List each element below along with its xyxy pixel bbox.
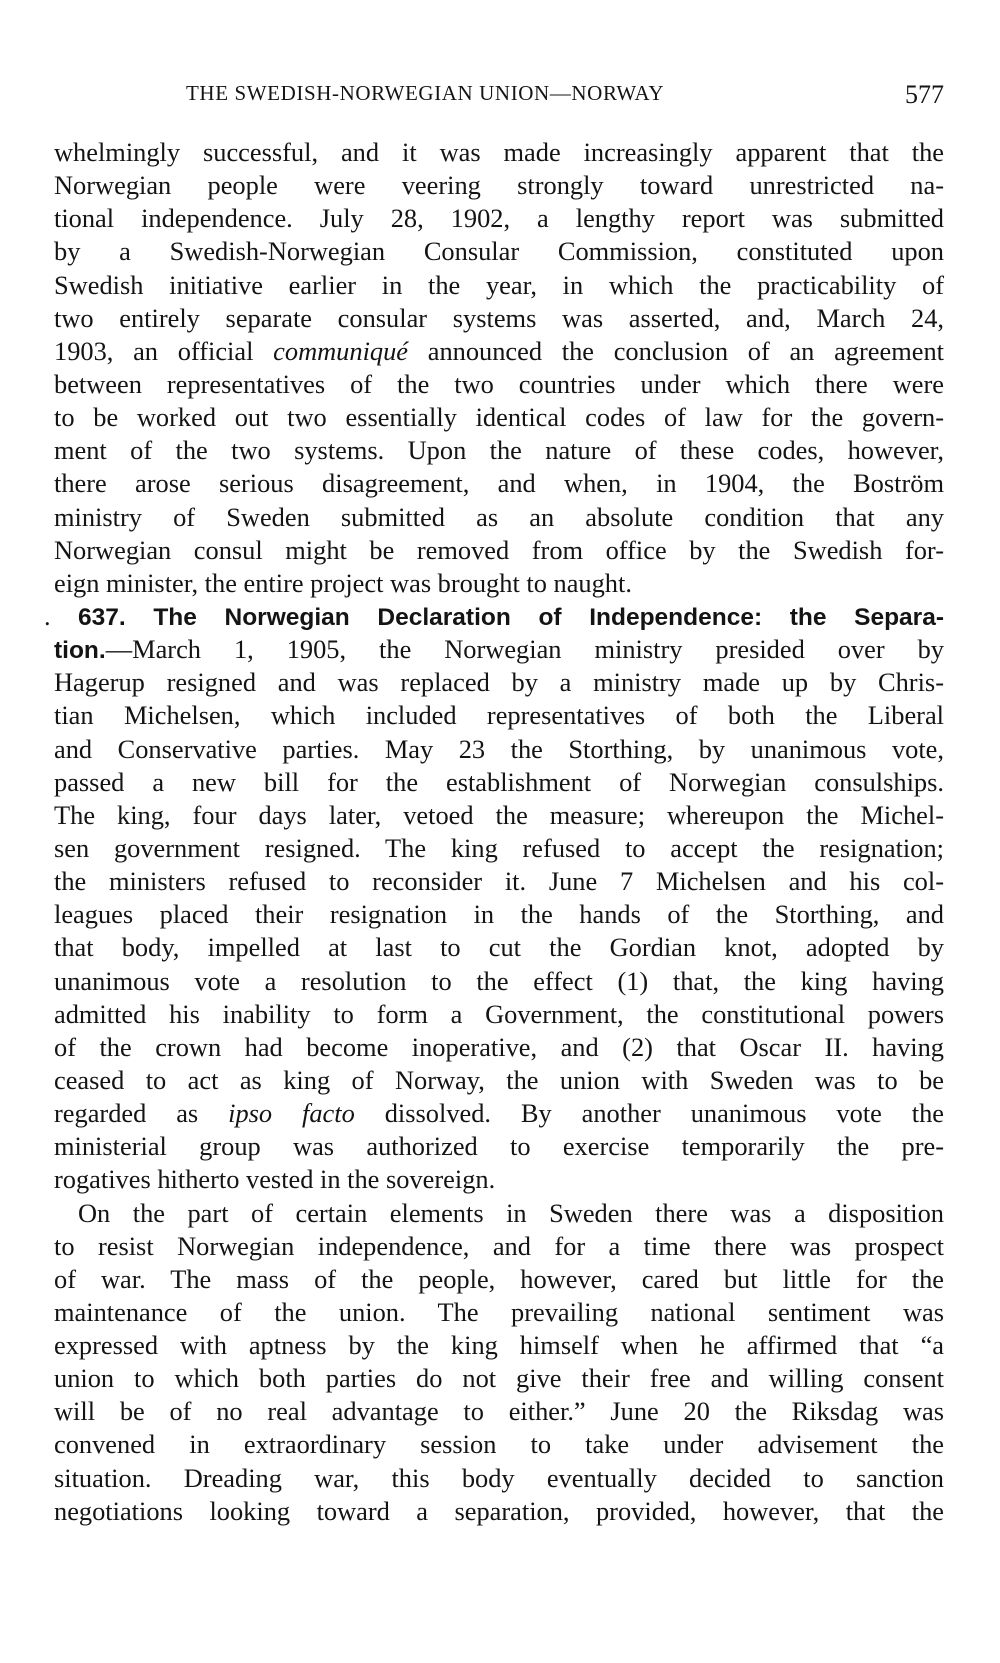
text-line: On the part of certain elements in Sweden there was a disposition bbox=[78, 1197, 944, 1228]
text-line: between representatives of the two countries under which there were bbox=[54, 368, 944, 399]
stray-mark: . bbox=[44, 600, 51, 631]
text-line: convened in extraordinary session to take under advisement the bbox=[54, 1429, 944, 1460]
text-line: Norwegian people were veering strongly toward unrestricted na- bbox=[54, 170, 944, 201]
italic-term: communiqué bbox=[273, 335, 409, 366]
text-line: unanimous vote a resolution to the effect (1) that, the king having bbox=[54, 965, 944, 996]
section-heading-end: tion. bbox=[54, 637, 106, 665]
body-text bbox=[44, 136, 945, 1528]
text-line: tian Michelsen, which included representatives of both the Liberal bbox=[54, 700, 944, 731]
text-line bbox=[54, 1097, 944, 1130]
text-line: there arose serious disagreement, and when, in 1904, the Boström bbox=[54, 468, 944, 499]
text-line: sen government resigned. The king refused to accept the resignation; bbox=[54, 832, 944, 863]
text-line: whelmingly successful, and it was made increasingly apparent that the bbox=[54, 137, 944, 167]
text-line bbox=[54, 335, 944, 368]
text-line: the ministers refused to reconsider it. June 7 Michelsen and his col- bbox=[54, 866, 944, 897]
text-line: situation. Dreading war, this body eventually decided to sanction bbox=[54, 1462, 944, 1493]
text-line bbox=[54, 633, 944, 666]
italic-term: ipso facto bbox=[228, 1098, 355, 1129]
text-line: will be of no real advantage to either.” June 20 the Riksdag was bbox=[54, 1396, 944, 1427]
text-line: passed a new bill for the establishment of Norwegian consulships. bbox=[54, 766, 944, 797]
text-line: The king, four days later, vetoed the measure; whereupon the Michel- bbox=[54, 799, 944, 830]
text-line: Hagerup resigned and was replaced by a ministry made up by Chris- bbox=[54, 667, 944, 698]
text-line: by a Swedish-Norwegian Consular Commission, constituted upon bbox=[54, 236, 944, 267]
text-line: admitted his inability to form a Government, the constitutional powers bbox=[54, 998, 944, 1029]
section-heading: 637. The Norwegian Declaration of Independence: the Separa- bbox=[78, 603, 944, 631]
text-line: two entirely separate consular systems was asserted, and, March 24, bbox=[54, 302, 944, 333]
text-line: ministerial group was authorized to exercise temporarily the pre- bbox=[54, 1131, 944, 1162]
text-line: to resist Norwegian independence, and for a time there was prospect bbox=[54, 1230, 944, 1261]
text-line: ministry of Sweden submitted as an absolute condition that any bbox=[54, 501, 944, 532]
text-line: ment of the two systems. Upon the nature of these codes, however, bbox=[54, 435, 944, 466]
text-line: to be worked out two essentially identical codes of law for the govern- bbox=[54, 402, 944, 433]
text-fragment: regarded as bbox=[54, 1098, 229, 1129]
text-line: leagues placed their resignation in the hands of the Storthing, and bbox=[54, 899, 944, 930]
text-fragment: announced the conclusion of an agreement bbox=[427, 335, 944, 366]
text-line: Swedish initiative earlier in the year, in which the practicability of bbox=[54, 269, 944, 300]
section-heading-line bbox=[44, 600, 944, 633]
text-line: rogatives hitherto vested in the sovereign. bbox=[54, 1164, 496, 1195]
text-line: expressed with aptness by the king himself when he affirmed that “a bbox=[54, 1330, 944, 1361]
text-line: that body, impelled at last to cut the Gordian knot, adopted by bbox=[54, 932, 944, 963]
running-title: THE SWEDISH-NORWEGIAN UNION—NORWAY bbox=[186, 81, 665, 105]
text-line: and Conservative parties. May 23 the Storthing, by unanimous vote, bbox=[54, 733, 944, 764]
text-fragment: 1903, an official bbox=[54, 335, 274, 366]
text-line: union to which both parties do not give their free and willing consent bbox=[54, 1363, 944, 1394]
running-head bbox=[54, 78, 944, 112]
text-fragment: dissolved. By another unanimous vote the bbox=[354, 1098, 945, 1129]
text-line: of war. The mass of the people, however, cared but little for the bbox=[54, 1263, 944, 1294]
text-line: negotiations looking toward a separation, provided, however, that the bbox=[54, 1495, 944, 1526]
text-line: tional independence. July 28, 1902, a lengthy report was submitted bbox=[54, 203, 944, 234]
text-line: maintenance of the union. The prevailing national sentiment was bbox=[54, 1296, 944, 1327]
text-fragment: —March 1, 1905, the Norwegian ministry presided over by bbox=[105, 634, 944, 665]
text-line: of the crown had become inoperative, and (2) that Oscar II. having bbox=[54, 1031, 944, 1062]
page-number: 577 bbox=[905, 80, 944, 109]
text-line: eign minister, the entire project was brought to naught. bbox=[54, 567, 632, 598]
text-line: Norwegian consul might be removed from office by the Swedish for- bbox=[54, 534, 944, 565]
text-line: ceased to act as king of Norway, the union with Sweden was to be bbox=[54, 1064, 944, 1095]
